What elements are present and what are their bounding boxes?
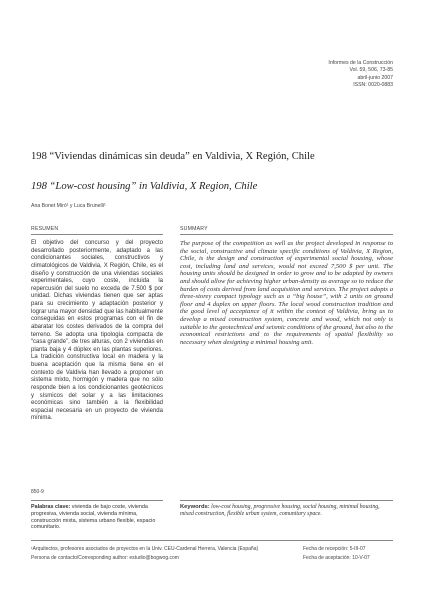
journal-info [328, 60, 393, 90]
journal-issn: ISSN: 0020-0883 [353, 82, 393, 89]
keywords-english [180, 500, 393, 518]
resumen-text: El objetivo del concurso y del proyecto desarrollado posteriormente, adaptado a las condicionantes sociales, constructivos y climatológicos de Valdivia, X Región, Chile, es el diseño y construcción de una viviendas sociales experimentales, cuyo coste, incluida la repercusión del suelo no exceda de 7.500 $ por unidad. Dichas viviendas tienen que ser aptas para su crecimiento y adaptación posterior y lograr una mayor densidad que las habitualmente conseguidas en estos programas con el fin de abaratar los costes derivados de la compra del terreno. Se adopta una tipología compacta de “casa grande”, de tres alturas, con 2 viviendas en planta baja y 4 dúplex en las plantas superiores. La tradición constructiva local en madera y la buena aceptación que la misma tiene en el contexto de Valdivia han llevado a proponer un sistema mixto, hormigón y madera que no sólo responde bien a los condicionantes geotécnicos y sísmicos del solar y a las limitaciones económicas sino también a la flexibilidad espacial necesaria en un proyecto de vivienda mínima. [31, 240, 163, 422]
keywords-es-text: vivienda de bajo coste, vivienda progresiva, vivienda social, vivienda mínima, construcción mixta, sistema urbano flexible, espacio comunitario. [31, 504, 156, 531]
contact: Persona de contacto/Corresponding author: estudio@bogwog.com [31, 554, 179, 561]
title-english: 198 “Low-cost housing” in Valdivia, X Region, Chile [31, 181, 258, 192]
keywords-en-text: low-cost housing, progressive housing, social housing, minimal housing, mixed construction, flexible urban system, comunitary space. [180, 504, 380, 517]
keywords-en-label: Keywords: [180, 504, 210, 510]
summary-heading: SUMMARY [180, 226, 393, 235]
journal-volume: Vol. 59, 506, 73-85 [349, 67, 393, 74]
keywords-spanish [31, 500, 163, 531]
journal-issue: abril-junio 2007 [357, 74, 393, 81]
received-date: Fecha de recepción: 5-III-07 [303, 546, 366, 552]
article-code: 850-9 [31, 489, 44, 495]
authors: Ana Bonet Miró¹ y Luca Brunelli¹ [31, 203, 106, 209]
summary-text: The purpose of the competition as well as the project developed in response to the social, constructive and climate specific conditions of Valdivia, X Region, Chile, is the design and construction of experimental social housing, whose cost, including land and services, would not exceed 7,500 $ per unit. The housing units should be designed in order to grow and to be adapted by owners and should allow for achieving higher urban-density as average so to reduce the burden of costs derived from land acquisition and services. The project adopts a three-storey compact typology such as a “big house”, with 2 units on ground floor and 4 duplex on upper floors. The local wood construction tradition and the good level of acceptance of it within the context of Valdivia, bring us to develop a mixed construction system, concrete and wood, which not only is suitable to the geotechnical and seismic conditions of the ground, but also to the economical restrictions and to the requirements of spatial flexibility so necessary when designing a minimal housing unit. [180, 240, 393, 346]
footnote: ¹Arquitectos, profesores asociados de proyectos en la Univ. CEU-Cardenal Herrera, Valencia (España) [31, 546, 259, 552]
resumen-heading: RESUMEN [31, 226, 163, 235]
journal-name: Informes de la Construcción [328, 60, 393, 66]
accepted-date: Fecha de aceptación: 10-V-07 [303, 554, 370, 561]
title-spanish: 198 “Viviendas dinámicas sin deuda” en Valdivia, X Región, Chile [31, 151, 315, 162]
footer [31, 540, 393, 562]
keywords-es-label: Palabras clave: [31, 504, 71, 510]
